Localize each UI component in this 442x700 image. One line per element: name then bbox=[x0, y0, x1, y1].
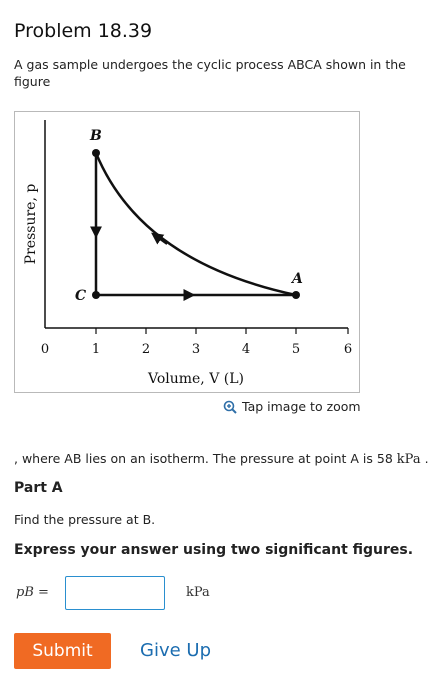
x-tick-label: 2 bbox=[141, 342, 151, 357]
x-tick-label: 6 bbox=[343, 342, 353, 357]
statement-unit: kPa bbox=[396, 452, 421, 467]
answer-label: pB = bbox=[16, 585, 49, 600]
point-b bbox=[92, 149, 100, 157]
point-c bbox=[92, 291, 100, 299]
pv-diagram-svg bbox=[15, 112, 359, 392]
question-text: Find the pressure at B. bbox=[14, 512, 156, 527]
submit-button[interactable]: Submit bbox=[14, 633, 111, 669]
answer-input[interactable] bbox=[65, 576, 165, 610]
zoom-in-icon bbox=[223, 400, 237, 414]
point-a bbox=[292, 291, 300, 299]
give-up-link[interactable]: Give Up bbox=[140, 640, 211, 661]
problem-title: Problem 18.39 bbox=[14, 20, 153, 42]
x-tick-label: 3 bbox=[191, 342, 201, 357]
x-tick-label: 5 bbox=[291, 342, 301, 357]
x-ticks bbox=[96, 328, 348, 334]
tap-to-zoom[interactable] bbox=[223, 399, 361, 414]
answer-unit: kPa bbox=[186, 585, 210, 600]
point-label-b: B bbox=[90, 128, 102, 144]
x-axis-label: Volume, V (L) bbox=[148, 371, 244, 387]
problem-intro: A gas sample undergoes the cyclic process ABCA shown in the figure bbox=[14, 57, 406, 89]
instruction-text: Express your answer using two significant figures. bbox=[14, 542, 414, 558]
y-axis-label: Pressure, p bbox=[23, 183, 39, 265]
zoom-text: Tap image to zoom bbox=[242, 399, 361, 414]
point-label-a: A bbox=[292, 271, 303, 287]
x-tick-label: 0 bbox=[40, 342, 50, 357]
part-title: Part A bbox=[14, 480, 63, 496]
statement-suffix: . bbox=[424, 451, 429, 466]
x-tick-label: 4 bbox=[241, 342, 251, 357]
problem-statement bbox=[14, 451, 434, 467]
statement-prefix: , where AB lies on an isotherm. The pressure at point A is 58 bbox=[14, 451, 393, 466]
isotherm-curve bbox=[96, 153, 296, 295]
x-tick-label: 1 bbox=[91, 342, 101, 357]
point-label-c: C bbox=[75, 288, 87, 304]
pv-diagram-figure[interactable] bbox=[14, 111, 360, 393]
